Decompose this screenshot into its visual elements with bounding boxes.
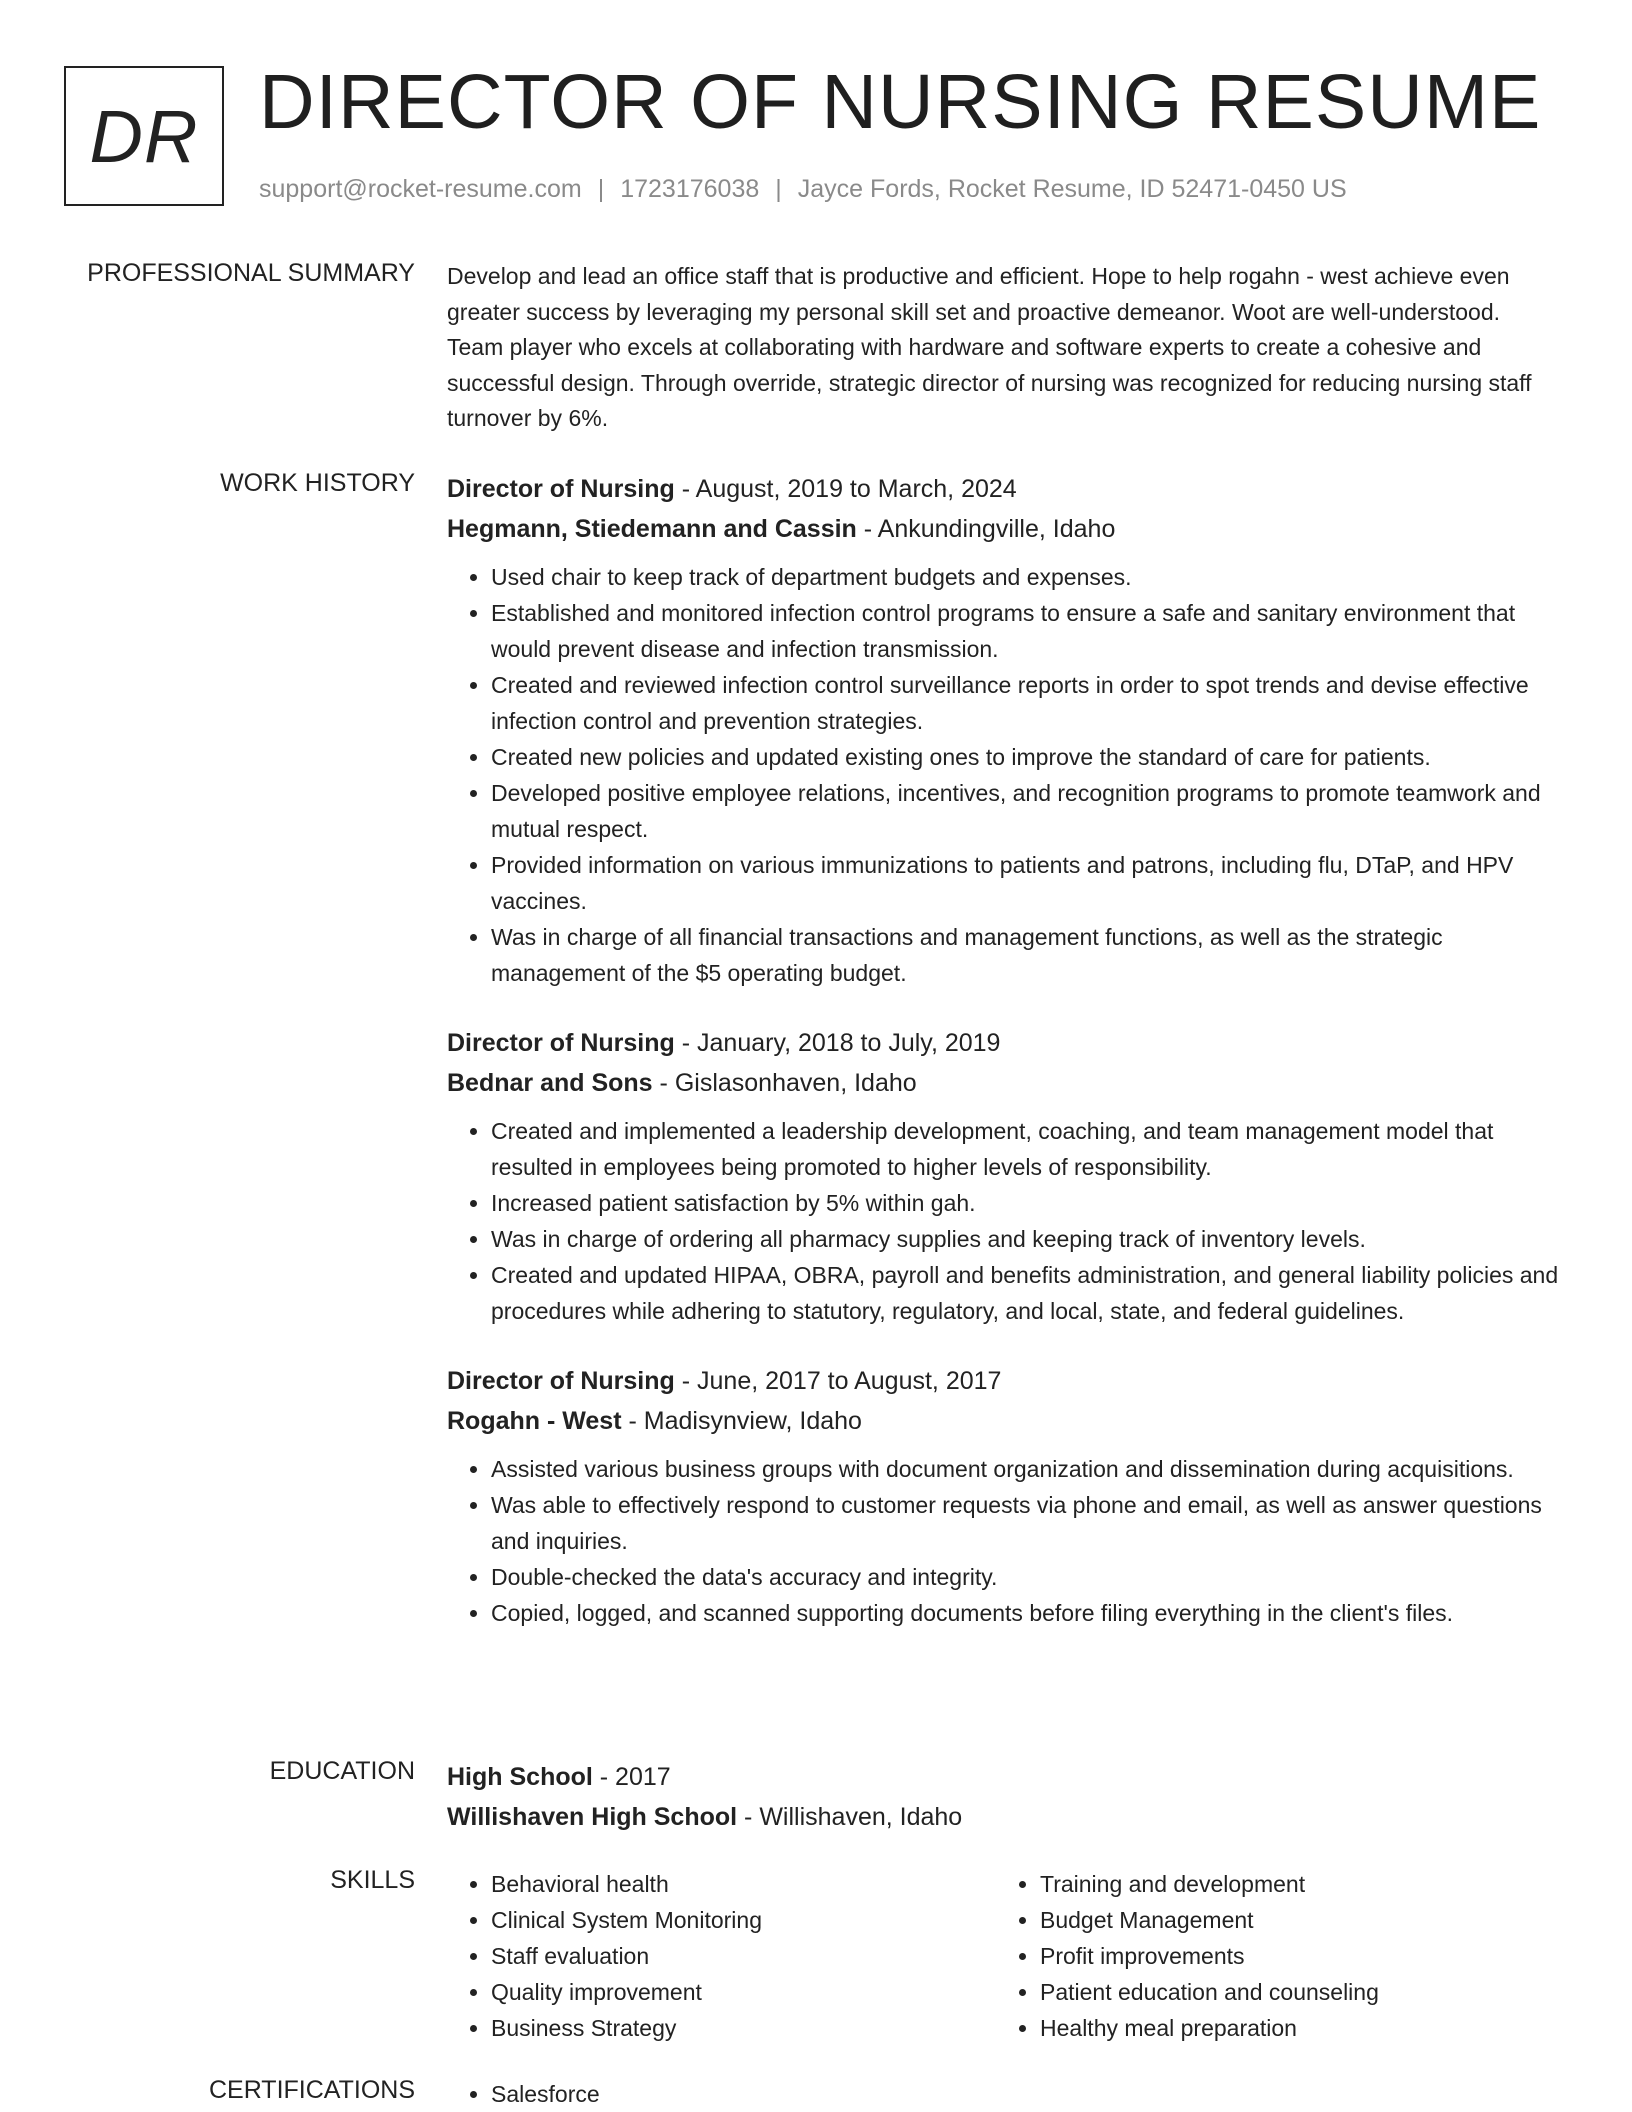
- job-entry: [447, 1023, 1562, 1329]
- list-item: • Was in charge of ordering all pharmacy supplies and keeping track of inventory levels.: [491, 1221, 1562, 1257]
- certifications-list: [447, 2076, 1562, 2112]
- section-label-education: EDUCATION: [269, 1757, 415, 1785]
- job-title-line: [447, 1023, 1562, 1063]
- contact-address: Jayce Fords, Rocket Resume, ID 52471-0450 US: [797, 175, 1347, 203]
- monogram: [64, 66, 224, 206]
- list-item: • Created new policies and updated existing ones to improve the standard of care for patients.: [491, 739, 1562, 775]
- job-bullets: [447, 1113, 1562, 1329]
- list-item: • Copied, logged, and scanned supporting documents before filing everything in the client's files.: [491, 1595, 1562, 1631]
- section-label-work-history: WORK HISTORY: [220, 469, 415, 497]
- education-school-line: [447, 1797, 1562, 1837]
- skill-item: • Training and development: [1040, 1866, 1545, 1902]
- job-location: - Ankundingville, Idaho: [863, 515, 1116, 543]
- job-title: Director of Nursing: [447, 1367, 675, 1395]
- job-location: - Gislasonhaven, Idaho: [659, 1069, 917, 1097]
- skill-item: • Business Strategy: [491, 2010, 996, 2046]
- contact-separator: |: [597, 175, 605, 203]
- education-year: - 2017: [599, 1763, 671, 1791]
- job-company: Bednar and Sons: [447, 1069, 653, 1097]
- skill-item: • Staff evaluation: [491, 1938, 996, 1974]
- skill-item: • Budget Management: [1040, 1902, 1545, 1938]
- job-company: Hegmann, Stiedemann and Cassin: [447, 515, 857, 543]
- list-item: • Used chair to keep track of department budgets and expenses.: [491, 559, 1562, 595]
- job-bullets: [447, 559, 1562, 991]
- monogram-initials: DR: [89, 94, 199, 178]
- contact-email[interactable]: support@rocket-resume.com: [259, 175, 582, 203]
- skills-body: [447, 1866, 1562, 2046]
- work-history-body: [447, 469, 1562, 1631]
- list-item: • Created and reviewed infection control surveillance reports in order to spot trends and devise effective infection control and prevention strategies.: [491, 667, 1562, 739]
- education-body: [447, 1757, 1562, 1837]
- skill-item: • Profit improvements: [1040, 1938, 1545, 1974]
- skill-item: • Clinical System Monitoring: [491, 1902, 996, 1938]
- list-item: • Double-checked the data's accuracy and integrity.: [491, 1559, 1562, 1595]
- job-title-line: [447, 1361, 1562, 1401]
- section-label-summary: PROFESSIONAL SUMMARY: [87, 259, 415, 287]
- job-dates: - August, 2019 to March, 2024: [681, 475, 1017, 503]
- job-location: - Madisynview, Idaho: [628, 1407, 862, 1435]
- list-item: • Created and implemented a leadership development, coaching, and team management model that resulted in employees being promoted to higher levels of responsibility.: [491, 1113, 1562, 1185]
- job-entry: [447, 1361, 1562, 1631]
- skill-item: • Behavioral health: [491, 1866, 996, 1902]
- job-title: Director of Nursing: [447, 475, 675, 503]
- job-bullets: [447, 1451, 1562, 1631]
- skill-item: • Patient education and counseling: [1040, 1974, 1545, 2010]
- list-item: • Provided information on various immunizations to patients and patrons, including flu, DTaP, and HPV vaccines.: [491, 847, 1562, 919]
- list-item: • Developed positive employee relations, incentives, and recognition programs to promote teamwork and mutual respect.: [491, 775, 1562, 847]
- skill-item: • Healthy meal preparation: [1040, 2010, 1545, 2046]
- list-item: • Increased patient satisfaction by 5% within gah.: [491, 1185, 1562, 1221]
- list-item: • Was able to effectively respond to customer requests via phone and email, as well as answer questions and inquiries.: [491, 1487, 1562, 1559]
- skills-column-left: [447, 1866, 996, 2046]
- contact-line: [259, 175, 1347, 204]
- skills-column-right: [996, 1866, 1545, 2046]
- list-item: • Was in charge of all financial transactions and management functions, as well as the strategic management of the $5 operating budget.: [491, 919, 1562, 991]
- job-dates: - January, 2018 to July, 2019: [681, 1029, 1001, 1057]
- education-degree: High School: [447, 1763, 593, 1791]
- job-dates: - June, 2017 to August, 2017: [681, 1367, 1002, 1395]
- contact-separator: |: [775, 175, 782, 203]
- list-item: • Established and monitored infection control programs to ensure a safe and sanitary environment that would prevent disease and infection transmission.: [491, 595, 1562, 667]
- job-entry: [447, 469, 1562, 991]
- list-item: • Assisted various business groups with document organization and dissemination during acquisitions.: [491, 1451, 1562, 1487]
- job-company: Rogahn - West: [447, 1407, 622, 1435]
- job-title: Director of Nursing: [447, 1029, 675, 1057]
- job-company-line: [447, 509, 1562, 549]
- page-title: DIRECTOR OF NURSING RESUME: [259, 59, 1542, 145]
- list-item: • Created and updated HIPAA, OBRA, payroll and benefits administration, and general liability policies and procedures while adhering to statutory, regulatory, and local, state, and federal guidelines.: [491, 1257, 1562, 1329]
- certification-item: • Salesforce: [491, 2076, 1562, 2112]
- summary-text: Develop and lead an office staff that is productive and efficient. Hope to help rogahn - west achieve even greater success by leveraging my personal skill set and proactive demeanor. Woot are well-understood. Team player who excels at collaborating with hardware and software experts to create a cohesive and successful design. Through override, strategic director of nursing was recognized for reducing nursing staff turnover by 6%.: [447, 263, 1532, 431]
- job-company-line: [447, 1401, 1562, 1441]
- section-label-skills: SKILLS: [330, 1866, 415, 1894]
- section-label-certifications: CERTIFICATIONS: [208, 2076, 415, 2104]
- education-degree-line: [447, 1757, 1562, 1797]
- job-title-line: [447, 469, 1562, 509]
- skill-item: • Quality improvement: [491, 1974, 996, 2010]
- education-school: Willishaven High School: [447, 1803, 738, 1831]
- skills-grid: [447, 1866, 1562, 2046]
- contact-phone[interactable]: 1723176038: [620, 175, 760, 203]
- education-location: - Willishaven, Idaho: [744, 1803, 963, 1831]
- certifications-body: [447, 2076, 1562, 2112]
- job-company-line: [447, 1063, 1562, 1103]
